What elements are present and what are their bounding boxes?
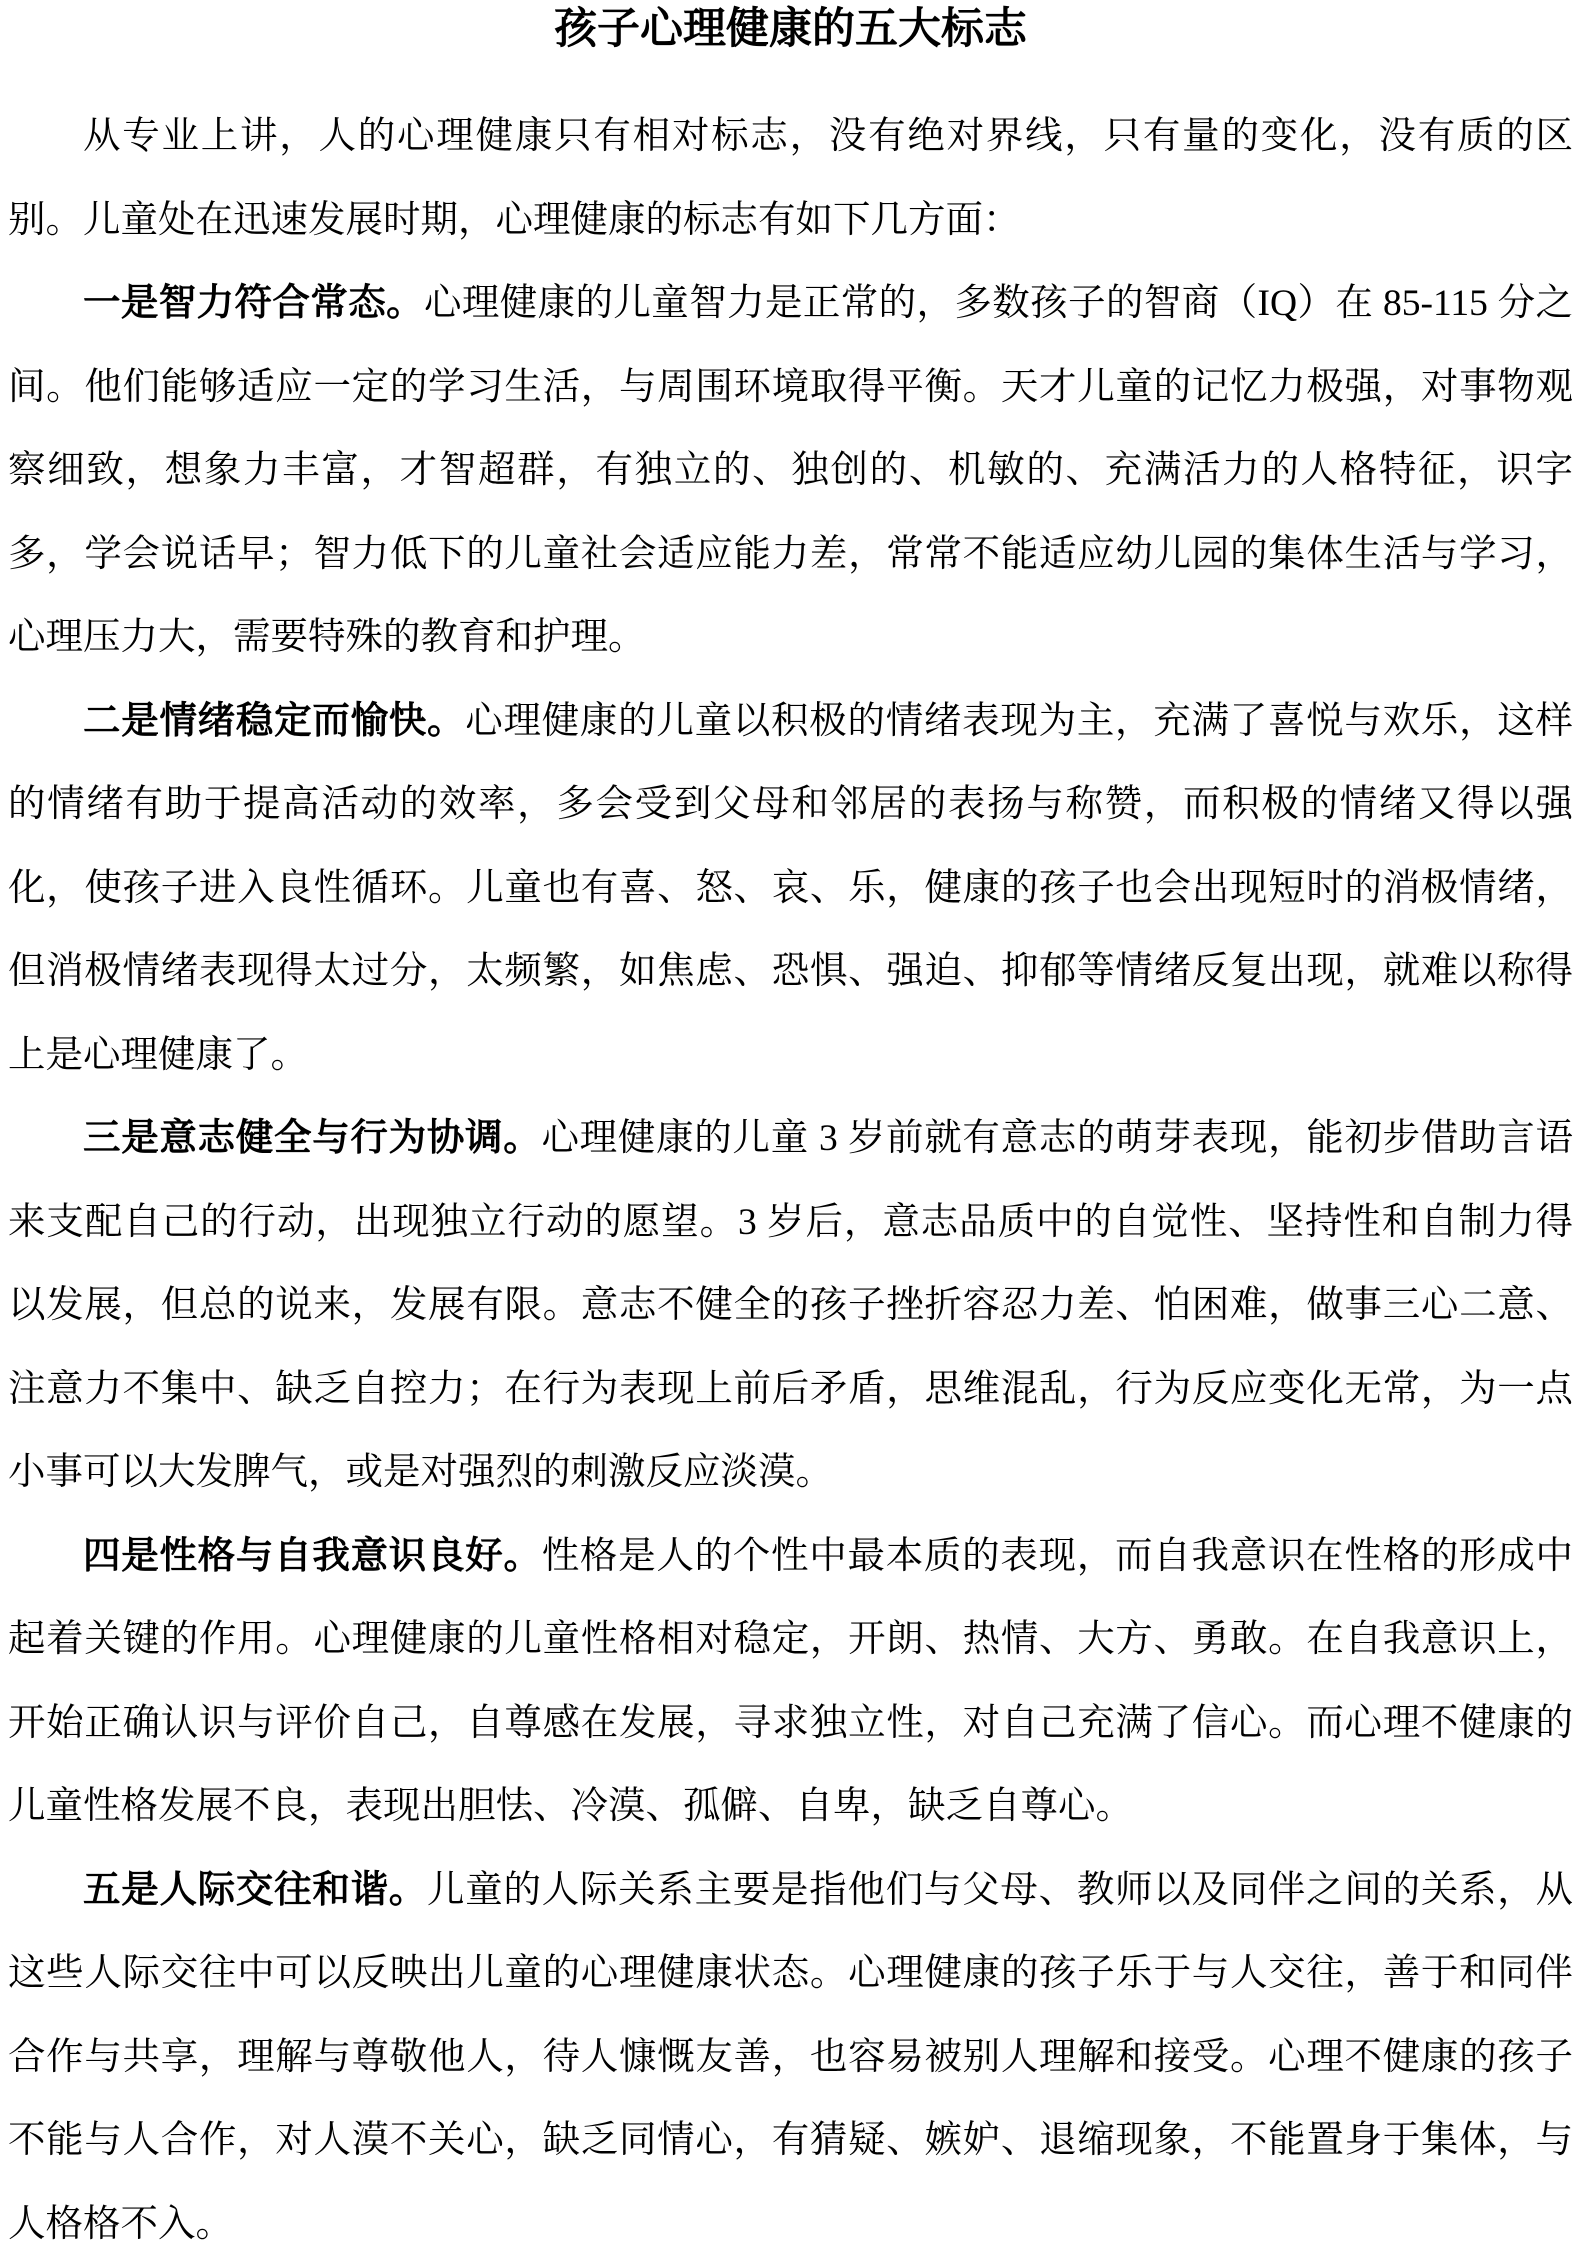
document-title: 孩子心理健康的五大标志 xyxy=(8,0,1573,60)
paragraph-text: 心理健康的儿童 3 岁前就有意志的萌芽表现，能初步借助言语来支配自己的行动，出现独立行动的愿望。3 岁后，意志品质中的自觉性、坚持性和自制力得以发展，但总的说来，发展有限。意志不健全的孩子挫折容忍力差、怕困难，做事三心二意、注意力不集中、缺乏自控力；在行为表现上前后矛盾，思维混乱，行为反应变化无常，为一点小事可以大发脾气，或是对强烈的刺激反应淡漠。 xyxy=(8,1118,1573,1493)
paragraph-lead: 四是性格与自我意识良好。 xyxy=(83,1536,542,1577)
paragraph-text: 心理健康的儿童以积极的情绪表现为主，充满了喜悦与欢乐，这样的情绪有助于提高活动的效率，多会受到父母和邻居的表扬与称赞，而积极的情绪又得以强化，使孩子进入良性循环。儿童也有喜、怒、哀、乐，健康的孩子也会出现短时的消极情绪，但消极情绪表现得太过分，太频繁，如焦虑、恐惧、强迫、抑郁等情绪反复出现，就难以称得上是心理健康了。 xyxy=(8,701,1573,1076)
paragraph xyxy=(8,1515,1573,1849)
paragraph-lead: 三是意志健全与行为协调。 xyxy=(83,1118,541,1159)
paragraph-text: 儿童的人际关系主要是指他们与父母、教师以及同伴之间的关系，从这些人际交往中可以反映出儿童的心理健康状态。心理健康的孩子乐于与人交往，善于和同伴合作与共享，理解与尊敬他人，待人慷慨友善，也容易被别人理解和接受。心理不健康的孩子不能与人合作，对人漠不关心，缺乏同情心，有猜疑、嫉妒、退缩现象，不能置身于集体，与人格格不入。 xyxy=(8,1870,1573,2245)
paragraph-lead: 五是人际交往和谐。 xyxy=(83,1870,427,1911)
paragraph xyxy=(8,1097,1573,1515)
paragraph xyxy=(8,680,1573,1098)
paragraph-lead: 一是智力符合常态。 xyxy=(83,283,424,324)
paragraph-lead: 二是情绪稳定而愉快。 xyxy=(83,701,465,742)
document-body xyxy=(8,95,1573,2266)
paragraph xyxy=(8,1849,1573,2266)
paragraph-text: 性格是人的个性中最本质的表现，而自我意识在性格的形成中起着关键的作用。心理健康的儿童性格相对稳定，开朗、热情、大方、勇敢。在自我意识上，开始正确认识与评价自己，自尊感在发展，寻求独立性，对自己充满了信心。而心理不健康的儿童性格发展不良，表现出胆怯、冷漠、孤僻、自卑，缺乏自尊心。 xyxy=(8,1536,1573,1828)
paragraph xyxy=(8,95,1573,262)
paragraph xyxy=(8,262,1573,680)
paragraph-text: 心理健康的儿童智力是正常的，多数孩子的智商（IQ）在 85-115 分之间。他们能够适应一定的学习生活，与周围环境取得平衡。天才儿童的记忆力极强，对事物观察细致，想象力丰富，才智超群，有独立的、独创的、机敏的、充满活力的人格特征，识字多，学会说话早；智力低下的儿童社会适应能力差，常常不能适应幼儿园的集体生活与学习，心理压力大，需要特殊的教育和护理。 xyxy=(8,283,1573,658)
paragraph-text: 从专业上讲，人的心理健康只有相对标志，没有绝对界线，只有量的变化，没有质的区别。儿童处在迅速发展时期，心理健康的标志有如下几方面： xyxy=(8,116,1573,241)
